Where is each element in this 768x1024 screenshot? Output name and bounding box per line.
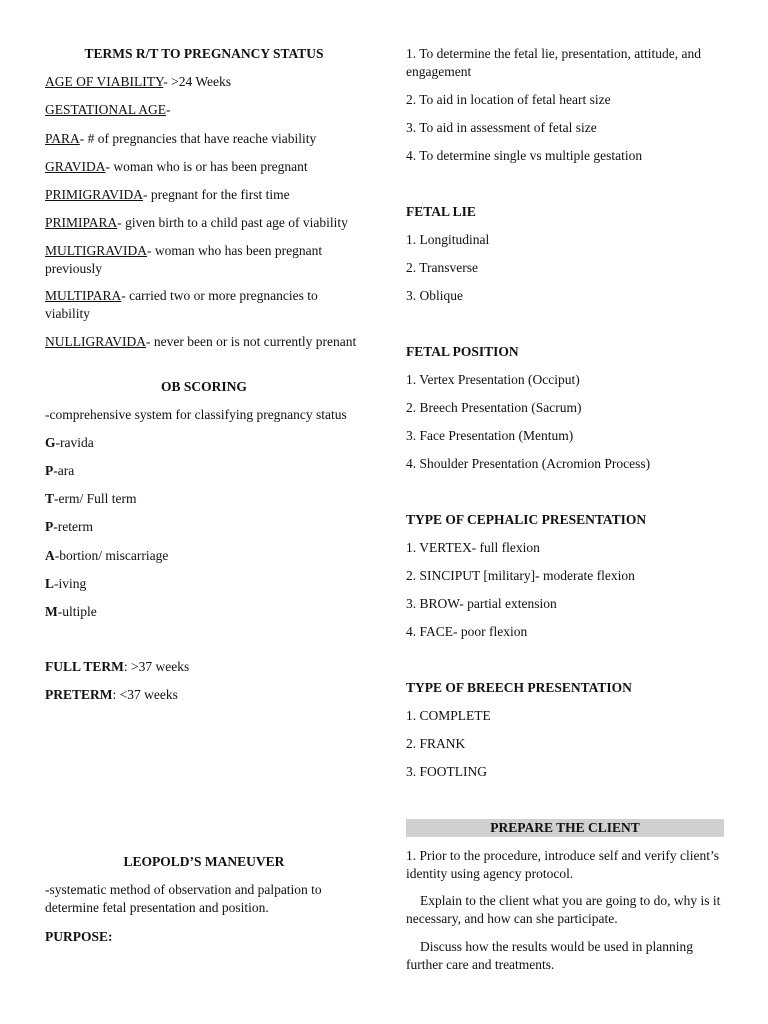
- ob-letter: M: [45, 604, 58, 619]
- term-def: - carried two or more pregnancies to viability: [45, 288, 318, 321]
- term-row: [45, 158, 363, 176]
- preterm-label: PRETERM: [45, 687, 113, 702]
- term-def: - pregnant for the first time: [143, 187, 290, 202]
- term-row: [45, 287, 363, 323]
- ob-rest: -bortion/ miscarriage: [54, 548, 169, 563]
- full-term-value: : >37 weeks: [123, 659, 190, 674]
- purpose-item: 2. To aid in location of fetal heart size: [406, 92, 611, 107]
- fetal-position-item: 1. Vertex Presentation (Occiput): [406, 372, 580, 387]
- fetal-lie-heading: FETAL LIE: [406, 204, 476, 219]
- fetal-lie-item: 2. Transverse: [406, 260, 479, 275]
- term-row: [45, 214, 363, 232]
- ob-letter: T: [45, 491, 55, 506]
- cephalic-item: 1. VERTEX- full flexion: [406, 540, 540, 555]
- ob-letter: A: [45, 548, 55, 563]
- term-row: [45, 130, 363, 148]
- ob-item: [45, 518, 363, 536]
- breech-item: 1. COMPLETE: [406, 708, 491, 723]
- cephalic-item: 3. BROW- partial extension: [406, 596, 557, 611]
- prepare-paragraph: Discuss how the results would be used in planning further care and treatments.: [406, 939, 693, 972]
- ob-item: [45, 603, 363, 621]
- purpose-item: 1. To determine the fetal lie, presentation, attitude, and engagement: [406, 46, 701, 79]
- purpose-label: PURPOSE:: [45, 929, 113, 944]
- ob-scoring-heading: OB SCORING: [161, 379, 247, 394]
- fetal-lie-item: 3. Oblique: [406, 288, 463, 303]
- full-term-label: FULL TERM: [45, 659, 124, 674]
- cephalic-item: 4. FACE- poor flexion: [406, 624, 528, 639]
- prepare-paragraph: Explain to the client what you are going to do, why is it necessary, and how can she participate.: [406, 893, 721, 926]
- prepare-paragraph: 1. Prior to the procedure, introduce self and verify client’s identity using agency protocol.: [406, 848, 720, 881]
- fetal-position-item: 3. Face Presentation (Mentum): [406, 428, 574, 443]
- term-row: [45, 333, 363, 351]
- preterm-line: [45, 686, 363, 704]
- ob-letter: P: [45, 463, 54, 478]
- ob-scoring-intro: -comprehensive system for classifying pregnancy status: [45, 407, 347, 422]
- full-term-line: [45, 658, 363, 676]
- breech-heading: TYPE OF BREECH PRESENTATION: [406, 680, 632, 695]
- term-name: PRIMIGRAVIDA: [45, 187, 144, 202]
- term-def: - given birth to a child past age of viability: [117, 215, 348, 230]
- leopold-heading: LEOPOLD’S MANEUVER: [123, 854, 285, 869]
- purpose-item: 3. To aid in assessment of fetal size: [406, 120, 597, 135]
- breech-item: 2. FRANK: [406, 736, 466, 751]
- term-row: [45, 242, 363, 278]
- ob-item: [45, 434, 363, 452]
- term-name: NULLIGRAVIDA: [45, 334, 146, 349]
- ob-item: [45, 490, 363, 508]
- breech-item: 3. FOOTLING: [406, 764, 487, 779]
- cephalic-item: 2. SINCIPUT [military]- moderate flexion: [406, 568, 635, 583]
- ob-rest: -ultiple: [57, 604, 97, 619]
- preterm-value: : <37 weeks: [112, 687, 178, 702]
- fetal-position-item: 2. Breech Presentation (Sacrum): [406, 400, 582, 415]
- ob-rest: -reterm: [53, 519, 93, 534]
- leopold-description: -systematic method of observation and palpation to determine fetal presentation and position.: [45, 882, 322, 915]
- term-name: GRAVIDA: [45, 159, 106, 174]
- fetal-position-item: 4. Shoulder Presentation (Acromion Process): [406, 456, 651, 471]
- terms-heading: TERMS R/T TO PREGNANCY STATUS: [84, 46, 324, 61]
- cephalic-heading: TYPE OF CEPHALIC PRESENTATION: [406, 512, 647, 527]
- fetal-lie-item: 1. Longitudinal: [406, 232, 490, 247]
- ob-letter: L: [45, 576, 55, 591]
- ob-rest: -ravida: [55, 435, 94, 450]
- term-name: AGE OF VIABILITY: [45, 74, 164, 89]
- term-def: - >24 Weeks: [163, 74, 232, 89]
- term-def: - woman who has been pregnant previously: [45, 243, 323, 276]
- term-row: [45, 101, 363, 119]
- ob-letter: P: [45, 519, 54, 534]
- term-def: - never been or is not currently prenant: [146, 334, 357, 349]
- term-name: PRIMIPARA: [45, 215, 118, 230]
- term-name: GESTATIONAL AGE: [45, 102, 167, 117]
- prepare-client-heading: PREPARE THE CLIENT: [406, 819, 724, 837]
- ob-rest: -ara: [53, 463, 75, 478]
- term-row: [45, 73, 363, 91]
- ob-rest: -iving: [54, 576, 87, 591]
- fetal-position-heading: FETAL POSITION: [406, 344, 519, 359]
- ob-item: [45, 547, 363, 565]
- term-row: [45, 186, 363, 204]
- term-name: MULTIGRAVIDA: [45, 243, 148, 258]
- term-def: -: [166, 102, 171, 117]
- term-def: - # of pregnancies that have reache viability: [79, 131, 317, 146]
- ob-rest: -erm/ Full term: [54, 491, 137, 506]
- term-name: MULTIPARA: [45, 288, 122, 303]
- term-def: - woman who is or has been pregnant: [105, 159, 308, 174]
- ob-letter: G: [45, 435, 56, 450]
- ob-item: [45, 575, 363, 593]
- ob-item: [45, 462, 363, 480]
- purpose-item: 4. To determine single vs multiple gestation: [406, 148, 643, 163]
- term-name: PARA: [45, 131, 80, 146]
